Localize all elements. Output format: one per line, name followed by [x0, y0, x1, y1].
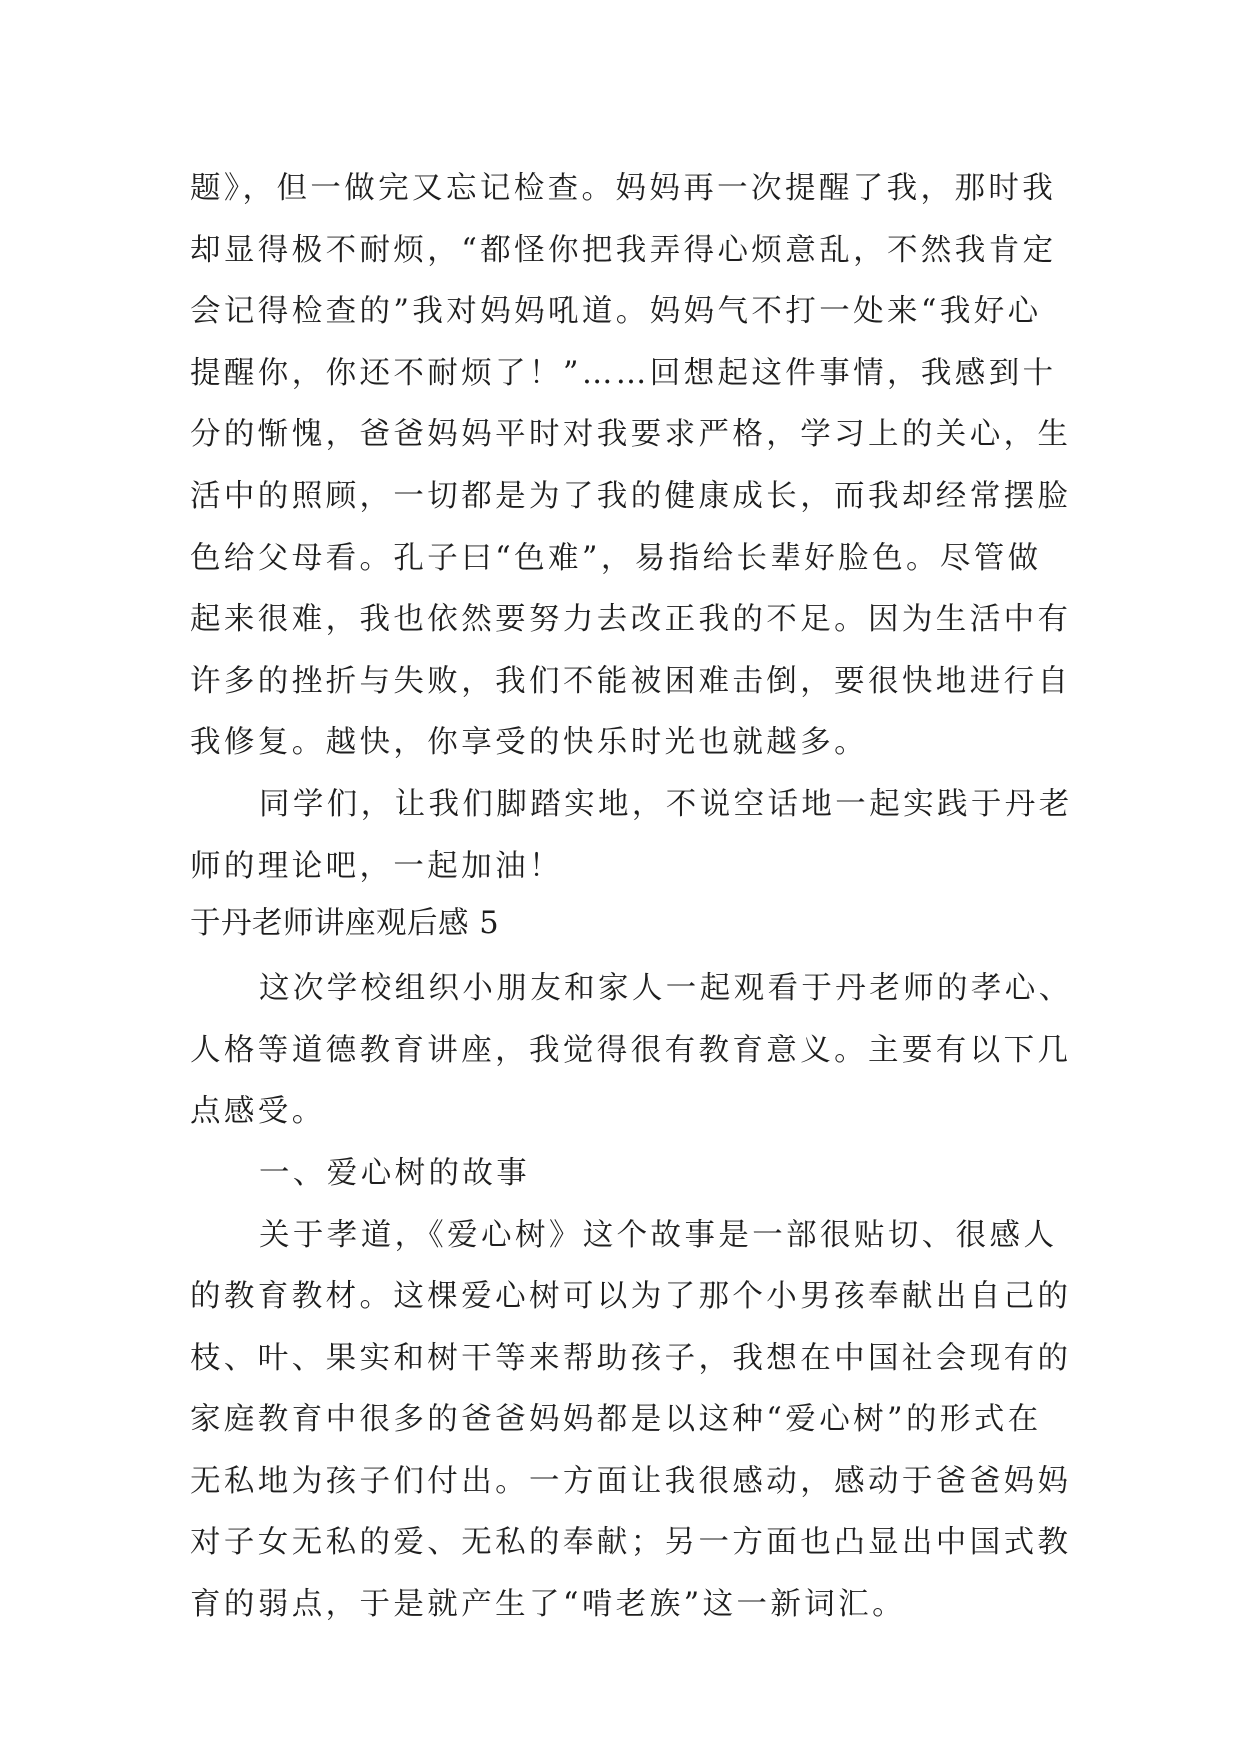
- text-line: 会记得检查的”我对妈妈吼道。妈妈气不打一处来“我好心: [190, 294, 1042, 330]
- text-line: 这次学校组织小朋友和家人一起观看于丹老师的孝心、: [259, 971, 1073, 1007]
- text-line: 师的理论吧，一起加油！: [190, 848, 563, 884]
- text-line: 许多的挫折与失败，我们不能被困难击倒，要很快地进行自: [190, 663, 1072, 699]
- text-line: 起来很难，我也依然要努力去改正我的不足。因为生活中有: [190, 602, 1072, 638]
- text-line: 人格等道德教育讲座，我觉得很有教育意义。主要有以下几: [190, 1032, 1072, 1068]
- section-title: 于丹老师讲座观后感 5: [190, 906, 500, 942]
- text-line: 我修复。越快，你享受的快乐时光也就越多。: [190, 725, 868, 761]
- text-line: 分的惭愧，爸爸妈妈平时对我要求严格，学习上的关心，生: [190, 417, 1072, 453]
- text-line: 却显得极不耐烦，“都怪你把我弄得心烦意乱，不然我肯定: [190, 232, 1057, 268]
- text-line: 家庭教育中很多的爸爸妈妈都是以这种“爱心树”的形式在: [190, 1402, 1042, 1438]
- subheading: 一、爱心树的故事: [259, 1155, 531, 1191]
- text-line: 关于孝道，《爱心树》这个故事是一部很贴切、很感人: [259, 1217, 1058, 1253]
- text-line: 活中的照顾，一切都是为了我的健康成长，而我却经常摆脸: [190, 478, 1072, 514]
- text-line: 点感受。: [190, 1094, 326, 1130]
- text-line: 枝、叶、果实和树干等来帮助孩子，我想在中国社会现有的: [190, 1340, 1072, 1376]
- text-line: 育的弱点，于是就产生了“啃老族”这一新词汇。: [190, 1587, 906, 1623]
- text-line: 的教育教材。这棵爱心树可以为了那个小男孩奉献出自己的: [190, 1279, 1072, 1315]
- text-line: 同学们，让我们脚踏实地，不说空话地一起实践于丹老: [259, 786, 1073, 822]
- text-line: 色给父母看。孔子曰“色难”，易指给长辈好脸色。尽管做: [190, 540, 1042, 576]
- text-line: 无私地为孩子们付出。一方面让我很感动，感动于爸爸妈妈: [190, 1463, 1072, 1499]
- document-body: [190, 158, 1073, 1636]
- text-line: 对子女无私的爱、无私的奉献；另一方面也凸显出中国式教: [190, 1525, 1072, 1561]
- text-line: 题》，但一做完又忘记检查。妈妈再一次提醒了我，那时我: [190, 171, 1057, 206]
- text-line: 提醒你，你还不耐烦了！”……回想起这件事情，我感到十: [190, 355, 1057, 391]
